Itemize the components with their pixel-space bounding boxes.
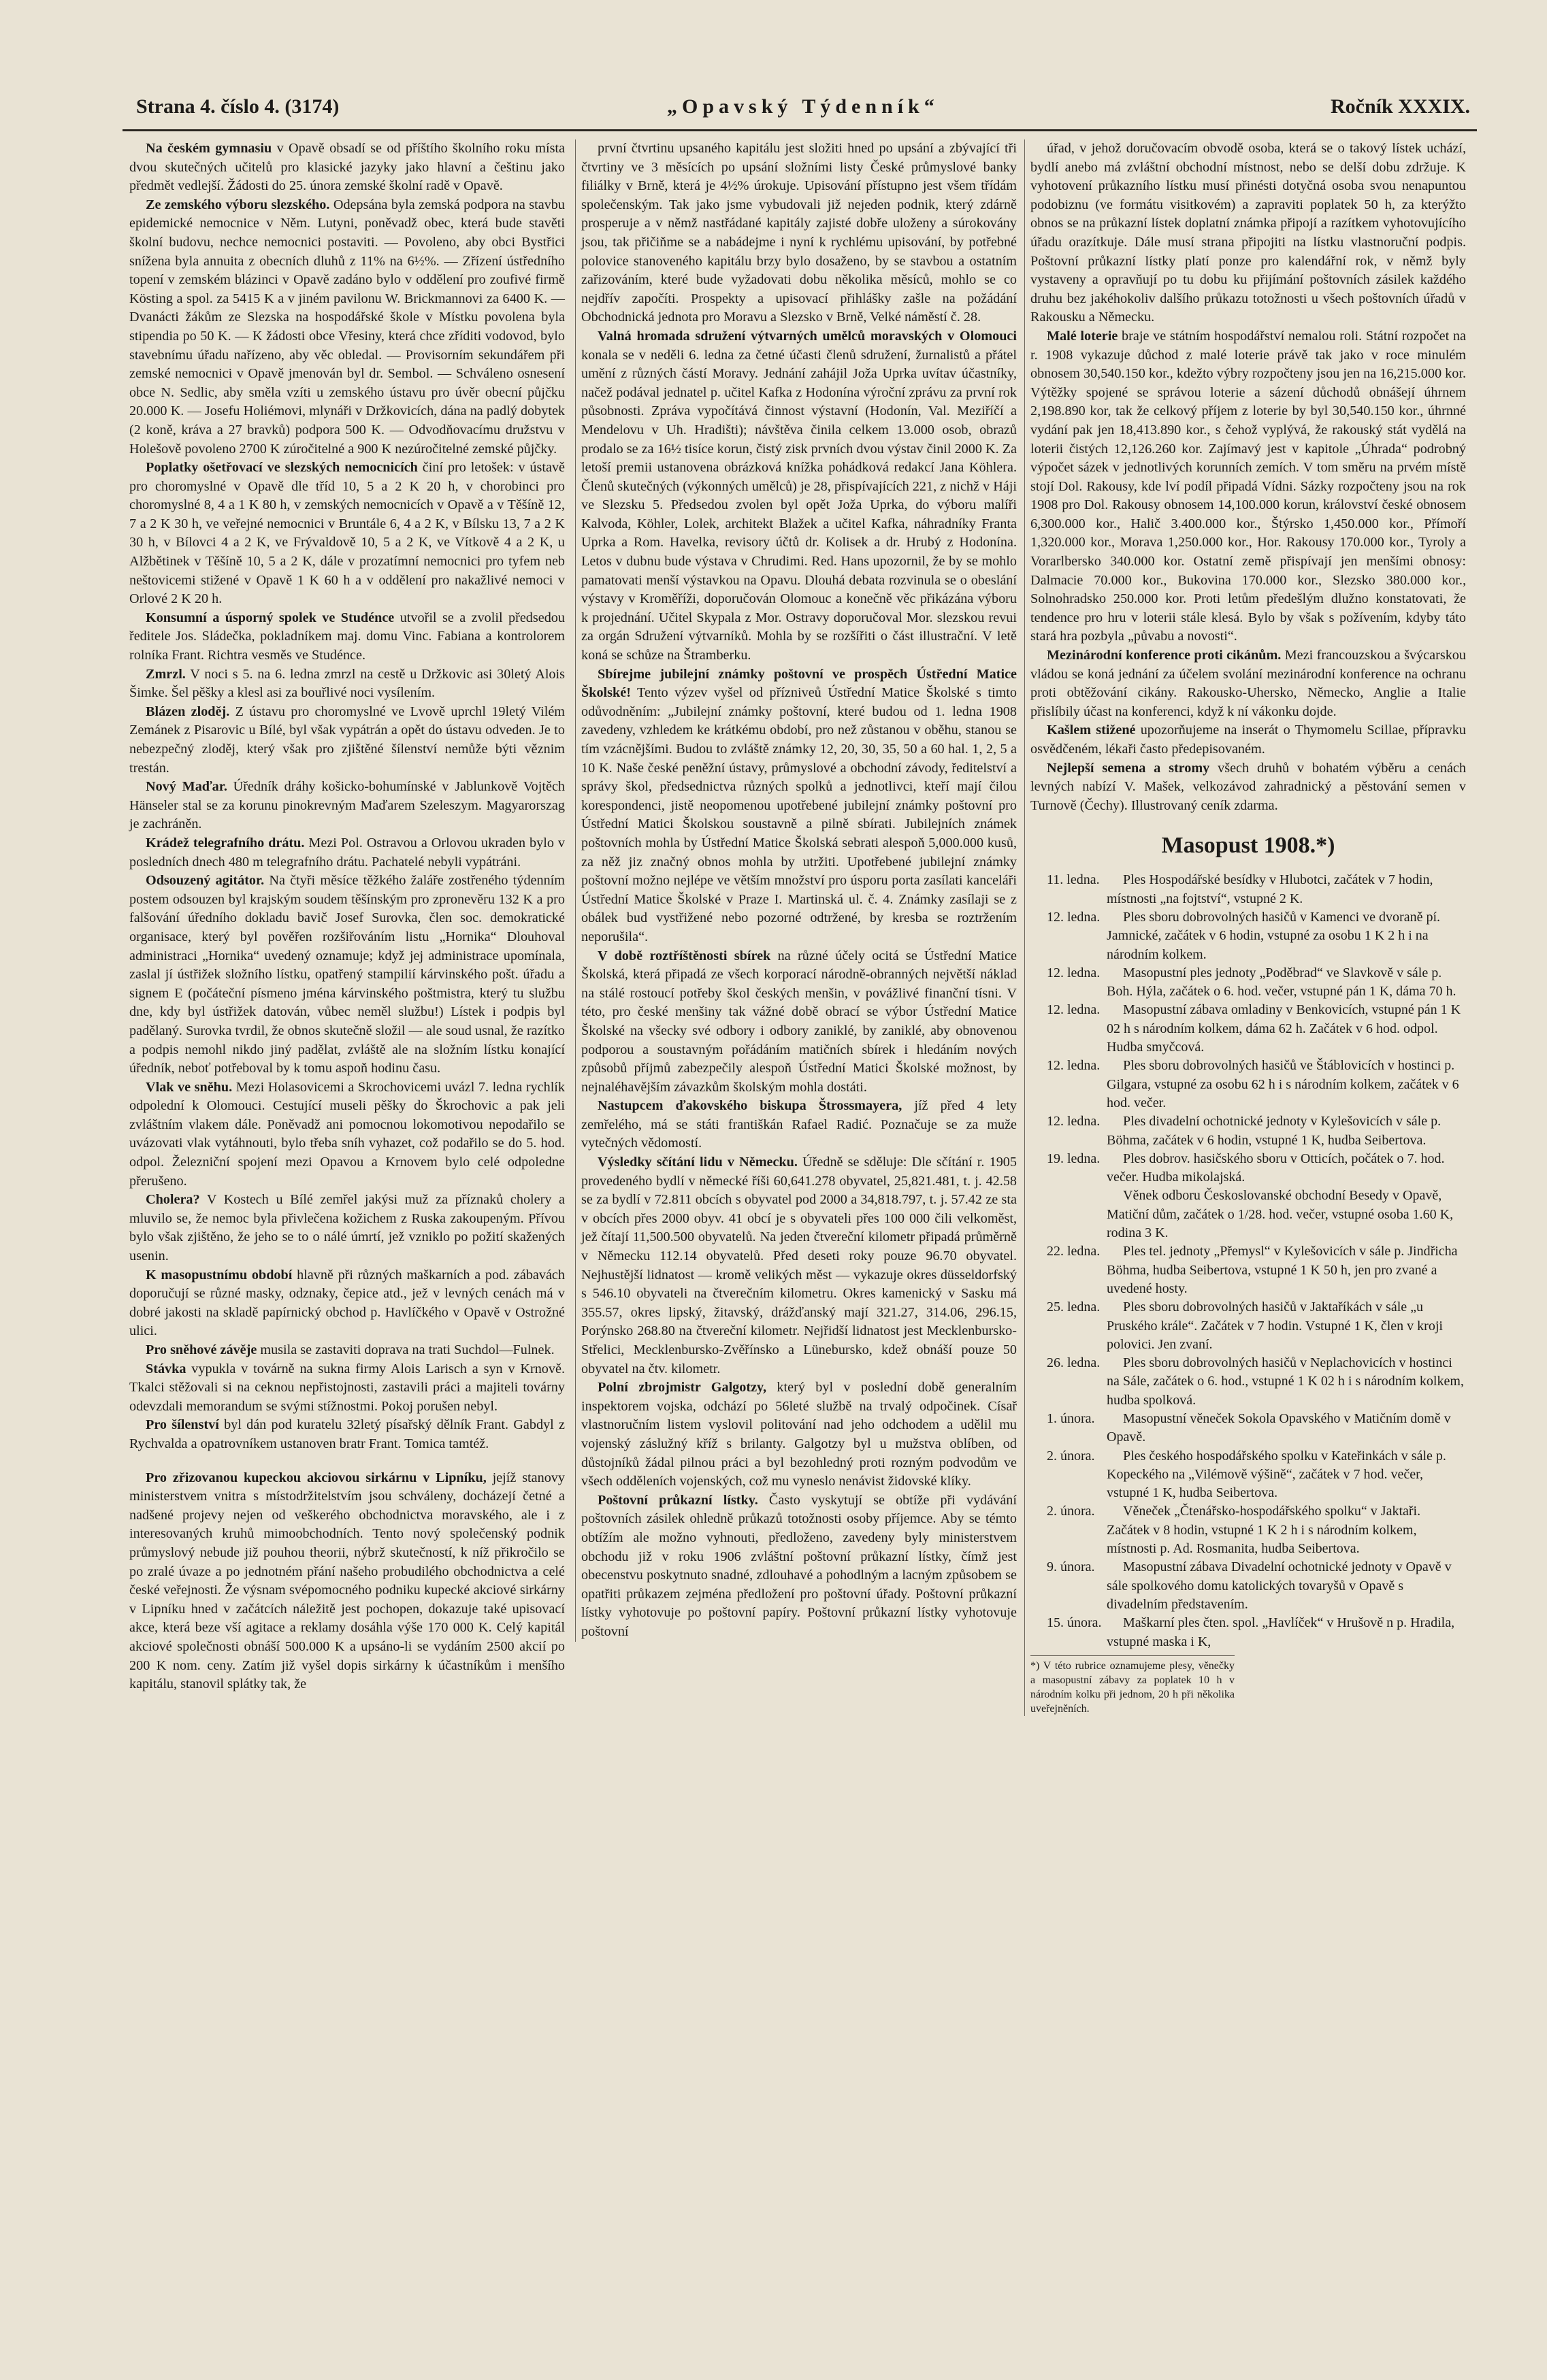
article-paragraph (129, 1266, 565, 1341)
event-date: 2. února. (1047, 1504, 1095, 1519)
column-2 (575, 139, 1017, 1642)
page-header (123, 95, 1477, 131)
event-description: Ples sboru dobrovolných hasičů v Neplachovicích v hostinci na Sále, začátek o 6. hod., vstupné 1 K 02 h i s národním kolkem, hudba spolková. (1107, 1355, 1464, 1408)
article-headline: Polní zbrojmistr Galgotzy, (598, 1380, 767, 1395)
masopust-event (1030, 1410, 1466, 1447)
newspaper-title: „Opavský Týdenník“ (667, 95, 939, 118)
masopust-event (1030, 1150, 1466, 1187)
column-gap (129, 1454, 565, 1469)
article-paragraph (1030, 759, 1466, 816)
article-paragraph (129, 139, 565, 196)
article-paragraph (1030, 646, 1466, 721)
article-text: Mezi francouzskou a švýcarskou vládou se koná jednání za účelem svolání mezinárodní konference na ochranu proti obtěžování cikány. Rakousko-Uhersko, Německo, Anglie a Italie přislíbily účast na konferenci, když k ní vákonku dojde. (1030, 648, 1466, 719)
event-date: 12. ledna. (1047, 1114, 1101, 1129)
article-text: první čtvrtinu upsaného kapitálu jest složiti hned po upsání a zbývající tři čtvrtiny ve 3 měsících po upsání složními listy České průmyslové banky filiálky v Brně, která je 4½% úrokuje. Upisování přístupno jest všem třídám společenským. Tak jako jsme vybudovali již nejeden podnik, který zdárně prosperuje a v němž nastřádané kapitály zajisté dobře uloženy a súrokovány jsou, tak přičiňme se a nabádejme i nyní k rychlému upisování, by potřebné polovice stanoveného kapitálu brzy bylo dosaženo, by se stavbou a ostatním zařizováním, které bude vyžadovati dobu několika měsíců, mohlo se co nejdřív započíti. Prospekty a upisovací přihlášky zašle na požádání Obchodnická jednota pro Moravu a Slezsko v Brně, Velké náměstí č. 28. (581, 141, 1017, 325)
article-paragraph (129, 1078, 565, 1191)
column-3 (1024, 139, 1466, 1716)
article-text: v Opavě obsadí se od příštího školního roku místa dvou skutečných učitelů pro klasické jazyky jako hlavní a češtinu jako předmět vedlejší. Žádosti do 25. února zemské školní radě v Opavě. (129, 141, 565, 194)
event-description: Masopustní zábava omladiny v Benkovicích, vstupné pán 1 K 02 h s národním kolkem, dáma 62 h. Začátek v 6 hod. odpol. Hudba smyčcová. (1107, 1002, 1461, 1055)
article-headline: Poštovní průkazní lístky. (598, 1492, 758, 1508)
article-text: hlavně při různých maškarních a pod. zábavách doporučují se různé masky, odznaky, čepice atd., jež v levných cenách má v dobré jakosti na skladě papírnický obchod p. Havlíčkého v Opavě v Ostrožné ulici. (129, 1267, 565, 1339)
article-paragraph (129, 459, 565, 609)
event-description: Ples sboru dobrovolných hasičů v Jaktaříkách v sále „u Pruského krále“. Začátek v 7 hodin. Vstupné 1 K, člen v kroji polovici. Jen zvaní. (1107, 1300, 1443, 1352)
article-text: činí pro letošek: v ústavě pro choromyslné v Opavě dle tříd 10, 5 a 2 K 20 h, v chorobinci pro choromyslné 8, 4 a 1 K 80 h, v zemských nemocnicích v Opavě a v Těšíně 12, 7 a 2 K 30 h, ve veřejné nemocnici v Bruntále 6, 4 a 2 K, v Bílsku 13, 7 a 2 K 30 h, v Bílovci 4 a 2 K, ve Frývaldově 10, 5 a 2 K, ve Vítkově 4 a 2 K, u Alžbětinek v Těšíně 10, 5 a 2 K, dále v prozatímní nemocnici pro tyfem neb neštovicemi stižené v Opavě 1 K 60 h a v oddělení pro nakažlivé nemoci v Orlové 2 K 20 h. (129, 460, 566, 607)
article-paragraph (581, 1491, 1017, 1642)
event-description: Masopustní zábava Divadelní ochotnické jednoty v Opavě v sále spolkového domu katolických tovaryšů v Opavě s divadelním představením. (1107, 1559, 1452, 1612)
article-headline: Pro zřizovanou kupeckou akciovou sirkárnu v Lipníku, (146, 1470, 487, 1485)
article-text: Z ústavu pro choromyslné ve Lvově uprchl 19letý Vilém Zemánek z Pisarovic u Bílé, byl však vypátrán a opět do ústavu odveden. Je to nebezpečný zloděj, který však pro zjištěné šílenství nemůže býti věznim trestán. (129, 704, 565, 776)
event-date: 11. ledna. (1047, 872, 1100, 888)
article-paragraph (129, 1341, 565, 1360)
event-description: Masopustní ples jednoty „Poděbrad“ ve Slavkově v sále p. Boh. Hýla, začátek o 6. hod. večer, vstupné pán 1 K, dáma 70 h. (1107, 965, 1456, 999)
article-paragraph (1030, 721, 1466, 759)
article-text: braje ve státním hospodářství nemalou roli. Státní rozpočet na r. 1908 vykazuje důchod z malé loterie právě tak jako v roce minulém obnosem 30,540.150 kor., kdežto výbry rozpočteny jsou jen na 16,215.000 kor. Výtěžky spojené se správou loterie a sázení důchodů obnášejí úhrnem 2,198.890 kor, tak že celkový příjem z loterie by byl 30,540.150 kor., úhrnné vydání pak jen 18,413.890 kor., s čehož vyplývá, že rakouský stát vydělá na loterii čistých 12,126.260 kor. Zajímavý jest v kapitole „Úhrada“ podrobný výpočet sázek v jednotlivých korunních zemích. V tom směru na prvém místě stojí Dol. Rakousy, kde lví podíl připadá Vídni. Sázky rozpočteny jsou na rok 1908 pro Dol. Rakousy obnosem 14,100.000 korun, království české obnosem 6,300.000 kor., Halič 3.400.000 kor., Štýrsko 1,450.000 kor., Přímoří 1,320.000 kor., Morava 1,250.000 kor., Hor. Rakousy 170.000 kor., Tyroly a Vorarlbersko 340.000 kor. Ostatní země přispívají jen menšími obnosy: Dalmacie 70.000 kor., Bukovina 170.000 kor., Slezsko 380.000 kor., Solnohradsko 250.000 kor. Proti letům předešlým dlužno konstatovati, že tendence pro hru v loterii stále klesá. Bylo by však s požívením, kdyby táto stará hra pozbyla „půvabu a novosti“. (1030, 328, 1466, 644)
masopust-event (1030, 1298, 1466, 1354)
article-headline: Nový Maďar. (146, 779, 227, 795)
masopust-event (1030, 1558, 1466, 1614)
article-text: Často vyskytují se obtíže při vydávání poštovních zásilek ohledně průkazů totožnosti osoby příjemce. Aby se témto obtížím ale možno vyhnouti, předloženo, zavedeny byly ministerstvem obchodu již v roku 1906 zvláštní poštovní průkazní lístky, čímž jest obecenstvu poskytnuto snadné, zdlouhavé a pohodlným a lacným způsobem se opatřiti průkazem zejména předložení pro poštovní úřady. Poštovní průkazní lístky vyhotovuje po poštovní papíry. Poštovní průkazní lístky vyhotovuje poštovní (581, 1492, 1017, 1639)
article-headline: Blázen zloděj. (146, 704, 230, 719)
article-paragraph (129, 1360, 565, 1417)
event-description: Ples sboru dobrovolných hasičů ve Štáblovicích v hostinci p. Gilgara, vstupné za osobu 62 h i s národním kolkem, začátek v 6 hod. večer. (1107, 1058, 1459, 1110)
article-text: jejíž stanovy ministerstvem vnitra s místodržitelstvím jsou schváleny, docházejí četné a nadšené projevy nejen od veškerého obchodnictva moravského, ale i z interesovaných kruhů mimoobchodních. Tento nový společenský podnik průmyslový nebude již pouhou theorii, nýbrž skutečností, k níž přikročilo se po zralé úvaze a po jednotném přání našeho probudilého obchodnictva a celé české veřejnosti. Že výsnam svépomocného podniku kupecké akciové sirkárny v Lipníku hned v začátcích náležitě jest pochopen, dokazuje také upisovací akce, která beze vší agitace a reklamy dosáhla výše 170 000 K. Celý kapitál akciové společnosti obnáší 500.000 K a upsáno-li se vydáním 2500 akcií po 200 K nom. ceny. Zatím již vyšel dopis sirkárny k účastníkům i menšího kapitálu, stanovil splátky tak, že (129, 1470, 565, 1692)
article-text: V Kostech u Bílé zemřel jakýsi muž za příznaků cholery a mluvilo se, že nemoc byla přivlečena kožichem z Ruska zakoupeným. Přívou bylo však zjištěno, že jeho se to o nálé úmrtí, jež vzniklo po požití skažených usenin. (129, 1192, 565, 1264)
article-headline: Poplatky ošetřovací ve slezských nemocnicích (146, 460, 418, 476)
article-headline: Sbírejme jubilejní známky poštovní ve prospěch Ústřední Matice Školské! (581, 666, 1017, 701)
event-date: 19. ledna. (1047, 1151, 1101, 1166)
event-description: Ples sboru dobrovolných hasičů v Kamenci ve dvoraně pí. Jamnické, začátek v 6 hodin, vstupné za osobu 1 K 2 h i na národním kolkem. (1107, 909, 1441, 962)
article-paragraph (1030, 139, 1466, 327)
article-paragraph (129, 196, 565, 459)
event-date: 15. února. (1047, 1615, 1102, 1631)
masopust-event (1030, 1502, 1466, 1558)
article-text: Úředník dráhy košicko-bohumínské v Jablunkově Vojtěch Hänseler stal se za korunu pinokrevným Maďarem Szeleszym. Magyarorszag je zachráněn. (129, 779, 566, 832)
masopust-event (1030, 871, 1466, 908)
masopust-event (1030, 1001, 1466, 1057)
article-text: Mezi Holasovicemi a Skrochovicemi uvázl 7. ledna rychlík odpolední k Olomouci. Cestující museli pěšky do Škrochovic a pak jeli zvláštním vlakem dále. Poněvadž ani pomocnou lokomotivou nepodařilo se uvázovati vlak vytáhnouti, bylo třeba sníh vyhazet, což podařilo se do 5. hod. odpol. Železniční spojení mezi Opavou a Krnovem bylo celé odpoledne přerušeno. (129, 1079, 566, 1189)
article-text: musila se zastaviti doprava na trati Suchdol—Fulnek. (257, 1342, 555, 1357)
article-paragraph (129, 665, 565, 703)
event-description: Maškarní ples čten. spol. „Havlíček“ v Hrušově n p. Hradila, vstupné maska i K, (1107, 1615, 1455, 1649)
article-headline: Konsumní a úsporný spolek ve Studénce (146, 610, 395, 625)
masopust-event (1030, 1614, 1466, 1651)
article-text: Odepsána byla zemská podpora na stavbu epidemické nemocnice v Něm. Lutyni, poněvadž obec, která bude stavěti školní budovu, nechce nemocnici postaviti. — Povoleno, aby obci Bystřici snížena byla annuita z obecních dluhů z 11% na 6½%. — Zřízení ústředního topení v zemském blázinci v Opavě zadáno bylo v oddělení pro zoufivé firmě Kösting a spol. za 5415 K a v jiném pavilonu W. Brickmannovi za 6400 K. — Dvanácti žákům ze Slezska na hospodářské škole v Místku povolena byla stipendia po 50 K. — K žádosti obce Vřesiny, která chce zříditi vodovod, bylo stavebnímu úřadu nařízeno, aby věc obledal. — Provisorním sekundářem při zemské nemocnici v Opavě jmenován byl dr. Sembol. — Schváleno osnesení obce N. Sedlic, aby směla vzíti u zemského ústavu pro úvěr obecní půjčku 20.000 K. — Josefu Holiémovi, mlynáři v Držkovicích, dána na padlý dobytek (2 koně, kráva a 27 bravků) podpora 500 K. — Odvodňovacímu družstvu v Holešově povoleno 2700 K zúročitelné a 900 K nezúročitelné zemské půjčky. (129, 197, 565, 457)
article-paragraph (129, 703, 565, 778)
event-description: Věnek odboru Českoslovanské obchodní Besedy v Opavě, Matiční dům, začátek o 1/28. hod. večer, vstupné osoba 1.60 K, rodina 3 K. (1107, 1188, 1454, 1241)
event-date: 26. ledna. (1047, 1355, 1101, 1371)
article-paragraph (581, 665, 1017, 947)
article-headline: Zmrzl. (146, 666, 186, 682)
masopust-event (1030, 1057, 1466, 1112)
article-headline: Valná hromada sdružení výtvarných umělců moravských v Olomouci (598, 328, 1017, 344)
article-paragraph (581, 947, 1017, 1097)
article-paragraph (581, 1097, 1017, 1153)
article-text: Na čtyři měsíce těžkého žaláře zostřeného týdenním postem odsouzen byl krajským soudem těšínským pro zpronevěru 132 K a pro falšování úředního dokladu bavič Josef Surovka, člen soc. demokratické organisace, který byl pověřen rozšiřováním listu „Hornika“ Dlouhoval administraci „Hornika“ uvedený oznamuje; když jej administrace upomínala, zaslal jí ústřižek složního lístku, opatřený stampilií kárvinského pošt. úřadu a signem E (počáteční písmeno jména kárvinského poštmistra, který tu službu dne, kdy byl ústřižek datován, vůbec neměl službu!) Lístek i podpis byl padělaný. Surovka tvrdil, že obnos skutečně složil — ale soud usnal, že razítko a podpis nemohl nikdo jiný padělat, zvláště ale na složním lístku konající úředník, neboť potřeboval by k tomu aspoň hodinu času. (129, 873, 565, 1076)
article-headline: Stávka (146, 1361, 186, 1376)
event-date: 12. ledna. (1047, 965, 1101, 980)
event-description: Věneček „Čtenářsko-hospodářského spolku“ v Jaktaři. Začátek v 8 hodin, vstupné 1 K 2 h i s národním kolkem, místnosti p. Ad. Rosmanita, hudba Seibertova. (1107, 1504, 1421, 1557)
article-paragraph (1030, 327, 1466, 646)
article-headline: Odsouzený agitátor. (146, 873, 265, 889)
article-paragraph (129, 1416, 565, 1453)
masopust-footnote: *) V této rubrice oznamujeme plesy, věnečky a masopustní zábavy za poplatek 10 h v národním kolku při jednom, 20 h při několika uveřejněních. (1030, 1655, 1235, 1716)
masopust-event (1030, 1354, 1466, 1410)
article-paragraph (581, 139, 1017, 327)
article-paragraph (581, 1153, 1017, 1378)
masopust-event-list (1030, 871, 1466, 1651)
event-date: 12. ledna. (1047, 1058, 1101, 1074)
article-text: všech druhů v bohatém výběru a cenách levných nabízí V. Mašek, velkozávod zahradnický a pěstování semen v Turnově (Čechy). Illustrovaný ceník zdarma. (1030, 760, 1466, 813)
article-paragraph (129, 1191, 565, 1266)
article-headline: Pro sněhové závěje (146, 1342, 257, 1357)
article-headline: Krádež telegrafního drátu. (146, 835, 305, 850)
article-headline: Mezinárodní konference proti cikánům. (1047, 648, 1282, 663)
article-text: konala se v neděli 6. ledna za četné účasti členů sdružení, žurnalistů a přátel umění z různých částí Moravy. Jednání zahájil Joža Uprka uvítav účastníky, načež podával jednatel p. učitel Kafka z Hodonína výroční zprávu za první rok působnosti. Zpráva vypočítává činnost výstavní (Hodonín, Val. Meziříčí a Mendelovu v Uh. Hradišti); návštěva činila celkem 13.000 osob, obrazů prodalo se za 16½ tisíce korun, čistý zisk prvních dvou výstav činil 2000 K. Za letoší premii ustanovena obrázková knížka pohádková redakcí Jana Köhlera. Členů skutečných (výkonných umělců) je 28, přispívajících 221, z nichž v Háji ve Slezsku 5. Předsedou zvolen byl opět Joža Uprka, do výboru malíři Kalvoda, Köhler, Lolek, architekt Blažek a učitel Kafka, náhradníky Franta Uprka a Rom. Havelka, revisory účtů dr. Kolisek a dr. Hrubý z Hodonína. Letos v dubnu bude výstava v Chrudimi. Red. Hans upozornil, že by se mohlo pamatovati menší výstavkou na Opavu. Dlouhá debata rozvinula se o obeslání výstavy v Kroměříži, doporučován Olomouc a konečně věc přikázána výboru k projednání. Učitel Skypala z Mor. Ostravy doporučoval Mor. slezskou revui za orgán Sdružení výtvarníků. Mohla by se rozšířiti o část illustrační. V letě koná se schůze na Štramberku. (581, 347, 1017, 663)
event-description: Ples divadelní ochotnické jednoty v Kylešovicích v sále p. Böhma, začátek v 6 hodin, vstupné 1 K, hudba Seibertova. (1107, 1114, 1442, 1148)
article-text: byl dán pod kuratelu 32letý písařský dělník Frant. Gabdyl z Rychvalda a opatrovníkem ustanoven bratr Frant. Tomica tamtéž. (129, 1417, 565, 1451)
article-paragraph (129, 834, 565, 872)
article-text: Mezi Pol. Ostravou a Orlovou ukraden bylo v posledních dnech 480 m telegrafního drátu. Pachatelé nebyli vypátráni. (129, 835, 565, 870)
article-headline: V době roztříštěnosti sbírek (598, 948, 771, 963)
article-text: úřad, v jehož doručovacím obvodě osoba, která se o takový lístek uchází, bydlí anebo má zvláštní obchodní místnost, nebo se delší dobu zdržuje. K vyhotovení průkazního lístku musí přinésti dotyčná osoba svou nenapuntou podobiznu (ve formátu visitkovém) a zapraviti poplatek 50 h, za kterýžto obnos se na průkazní lístek doplatní známka připojí a razítkem vyhotovujícího úřadu orazítkuje. Dále musí strana připojiti na lístku vlastnoruční podpis. Poštovní průkazní lístky platí ponze pro kalendářní rok, v němž byly vystaveny a opravňují po tu dobu ku přijímání poštovních zásilek každého druhu bez jakéhokoliv dalšího průkazu totožnosti u všech poštovních úřadů v Rakousku a Německu. (1030, 141, 1466, 325)
masopust-event (1030, 1187, 1466, 1242)
article-paragraph (129, 1469, 565, 1694)
article-text: Tento výzev vyšel od přízniveů Ústřední Matice Školské s timto odůvodněním: „Jubilejní známky poštovní, které budou od 1. ledna 1908 zavedeny, vzhledem ke krátkému období, pro než zůstanou v oběhu, stanou se tím vzácnějšími. Budou to zvláště známky 12, 20, 30, 35, 50 a 60 hal. 1, 2, 5 a 10 K. Naše české peněžní ústavy, průmyslové a obchodní závody, ředitelství a správy škol, předsednictva různých spolků a jednotlivci, kteří mají čilou korespondenci, jistě neopomenou upotřebené jubilejní známky poštovní pro Ústřední Matici Školskou soustavně a pilně sbírati. Jubilejních známek poštovních mohla by Ústřední Matice Školská sebrati alespoň 5,000.000 kusů, za něž jiz značný obnos mohla by utržiti. Upotřebené jubilejní známky poštovní možno nejlépe ve větším množství pro úsporu porta zasílati kanceláři Ústřední Matice Školské v Praze I. Martinská ul. č. 4. Známky zasílaji se z obálek bud vystřižené nebo pozorné odtržené, by kresba se roztržením neporušila“. (581, 685, 1017, 944)
column-1 (129, 139, 565, 1694)
event-description: Masopustní věneček Sokola Opavského v Matičním domě v Opavě. (1107, 1410, 1451, 1445)
article-headline: Pro šílenství (146, 1417, 219, 1433)
event-date: 9. února. (1047, 1559, 1095, 1575)
masopust-event (1030, 1447, 1466, 1503)
article-paragraph (581, 1378, 1017, 1491)
event-date: 2. února. (1047, 1448, 1095, 1464)
event-date: 25. ledna. (1047, 1300, 1101, 1315)
article-headline: Ze zemského výboru slezského. (146, 197, 330, 212)
event-description: Ples tel. jednoty „Přemysl“ v Kylešovicích v sále p. Jindřicha Böhma, hudba Seibertova, vstupné 1 K 50 h, jen pro zvané a uvedené hosty. (1107, 1244, 1458, 1296)
article-text: utvořil se a zvolil předsedou ředitele Jos. Sládečka, pokladníkem maj. domu Vinc. Fabiana a kontrolorem rolníka Frant. Richtra vesměs ve Studénce. (129, 610, 565, 663)
article-headline: Na českém gymnasiu (146, 141, 272, 156)
event-date: 22. ledna. (1047, 1244, 1101, 1259)
page-number: Strana 4. číslo 4. (3174) (136, 95, 340, 118)
article-paragraph (129, 872, 565, 1078)
volume-number: Ročník XXXIX. (1330, 95, 1470, 118)
article-paragraph (129, 778, 565, 834)
masopust-event (1030, 1112, 1466, 1150)
article-headline: Kašlem stižené (1047, 723, 1136, 738)
article-paragraph (129, 609, 565, 665)
article-text: upozorňujeme na inserát o Thymomelu Scillae, přípravku osvědčeném, lékaři často předepisovaném. (1030, 723, 1466, 757)
article-text: který byl v poslední době generalním inspektorem vojska, odchází po 56leté službě na trvalý odpočinek. Císař vlastnoručním listem vyslovil politování nad jeho odchodem a udělil mu vojenský záslužný kříž s brilanty. Galgotzy byl u mužstva oblíben, od důstojníků žádal pilnou práci a byl bezohledný proti rozným podvodům ve všech odděleních vojenských, což mu vyneslo nenávist židovské klíky. (581, 1380, 1017, 1489)
event-date: 12. ledna. (1047, 909, 1101, 925)
event-description: Ples českého hospodářského spolku v Kateřinkách v sále p. Kopeckého na „Vilémově výšině“, začátek v 7 hod. večer, vstupné 1 K, hudba Seibertova. (1107, 1448, 1446, 1501)
masopust-event (1030, 908, 1466, 964)
masopust-heading: Masopust 1908.*) (1161, 833, 1335, 859)
event-date: 12. ledna. (1047, 1002, 1101, 1018)
article-text: vypukla v továrně na sukna firmy Alois Larisch a syn v Krnově. Tkalci stěžovali si na ceknou nepřistojnosti, zastavili práci a majiteli továrny odevzdali memorandum se svými stížnostmi. Pokoj porušen nebyl. (129, 1361, 565, 1414)
article-headline: Výsledky sčítání lidu v Německu. (598, 1155, 798, 1170)
article-paragraph (581, 327, 1017, 665)
event-description: Ples dobrov. hasičského sboru v Otticích, počátek o 7. hod. večer. Hudba mikolajská. (1107, 1151, 1445, 1185)
article-headline: Nastupcem ďakovského biskupa Štrossmayera, (598, 1098, 902, 1114)
event-description: Ples Hospodářské besídky v Hlubotci, začátek v 7 hodin, místnosti „na fojtství“, vstupné 2 K. (1107, 872, 1433, 906)
article-text: jíž před 4 lety zemřelého, má se státi františkán Rafael Radić. Poznačuje se za muže vytečných vědomostí. (581, 1098, 1017, 1151)
article-headline: Nejlepší semena a stromy (1047, 760, 1210, 776)
column-3-articles (1030, 139, 1466, 815)
article-headline: Cholera? (146, 1192, 200, 1208)
article-text: V noci s 5. na 6. ledna zmrzl na cestě u Držkovic asi 30letý Alois Šimke. Šel pěšky a klesl asi za bouřlivé noci vysílením. (129, 666, 565, 701)
event-date: 1. února. (1047, 1410, 1095, 1426)
article-text: na různé účely ocitá se Ústřední Matice Školská, která připadá ze všech korporací národně-obranných největší náklad na stálé rostoucí potřeby škol českých menšin, v povážlivé finanční tísni. V této, pro české menšiny tak vážné době obrací se výbor Ústřední Matice Školské na všecky své odbory i odbory zaniklé, by zaniklé, aby obnovenou podporou a soustavným pořádáním matičních sbírek i hledáním nových způsobů příjmů zabezpečily alespoň Ústřední Matici Školské možnost, by nejnaléhavějším závazkům školským mohla dostáti. (581, 948, 1017, 1095)
article-text: Úředně se sděluje: Dle sčítání r. 1905 provedeného bydlí v německé říši 60,641.278 obyvatel, 25,821.481, t. j. 42.58 se za bydlí v 72.811 obcích s obyvatel pod 2000 a 34,818.797, t. j. 57.42 ze sta v obcích přes 2000 obyv. 41 obcí je s obyvateli přes 100 000 čili velkoměst, jež čítají 11,500.500 obyvatelů. Na jeden čtvereční kilometr připadá průměrně v Německu 112.14 obyvatelů. Před deseti roky pouze 96.70 obyvatel. Nejhustější lidnatost — kromě velikých měst — vykazuje okres düsseldorfský s 546.10 obyvateli na čtverečním kilometru. Okres kamenický v Sasku má 355.57, okres lipský, žitavský, drážďanský mají 321.27, 314.06, 296.15, Porýnsko 268.80 na čtvereční kilometr. Nejřidší lidnatost jest Mecklenbursko-Střelici, Mecklenbursko-Zvěřínsko a Lünebursko, kdež obnáší pouze 50 obyvatel na čtv. kilometr. (581, 1155, 1017, 1376)
masopust-event (1030, 964, 1466, 1002)
article-headline: K masopustnímu období (146, 1267, 293, 1283)
article-headline: Malé loterie (1047, 328, 1118, 344)
masopust-event (1030, 1242, 1466, 1298)
article-headline: Vlak ve sněhu. (146, 1079, 233, 1095)
